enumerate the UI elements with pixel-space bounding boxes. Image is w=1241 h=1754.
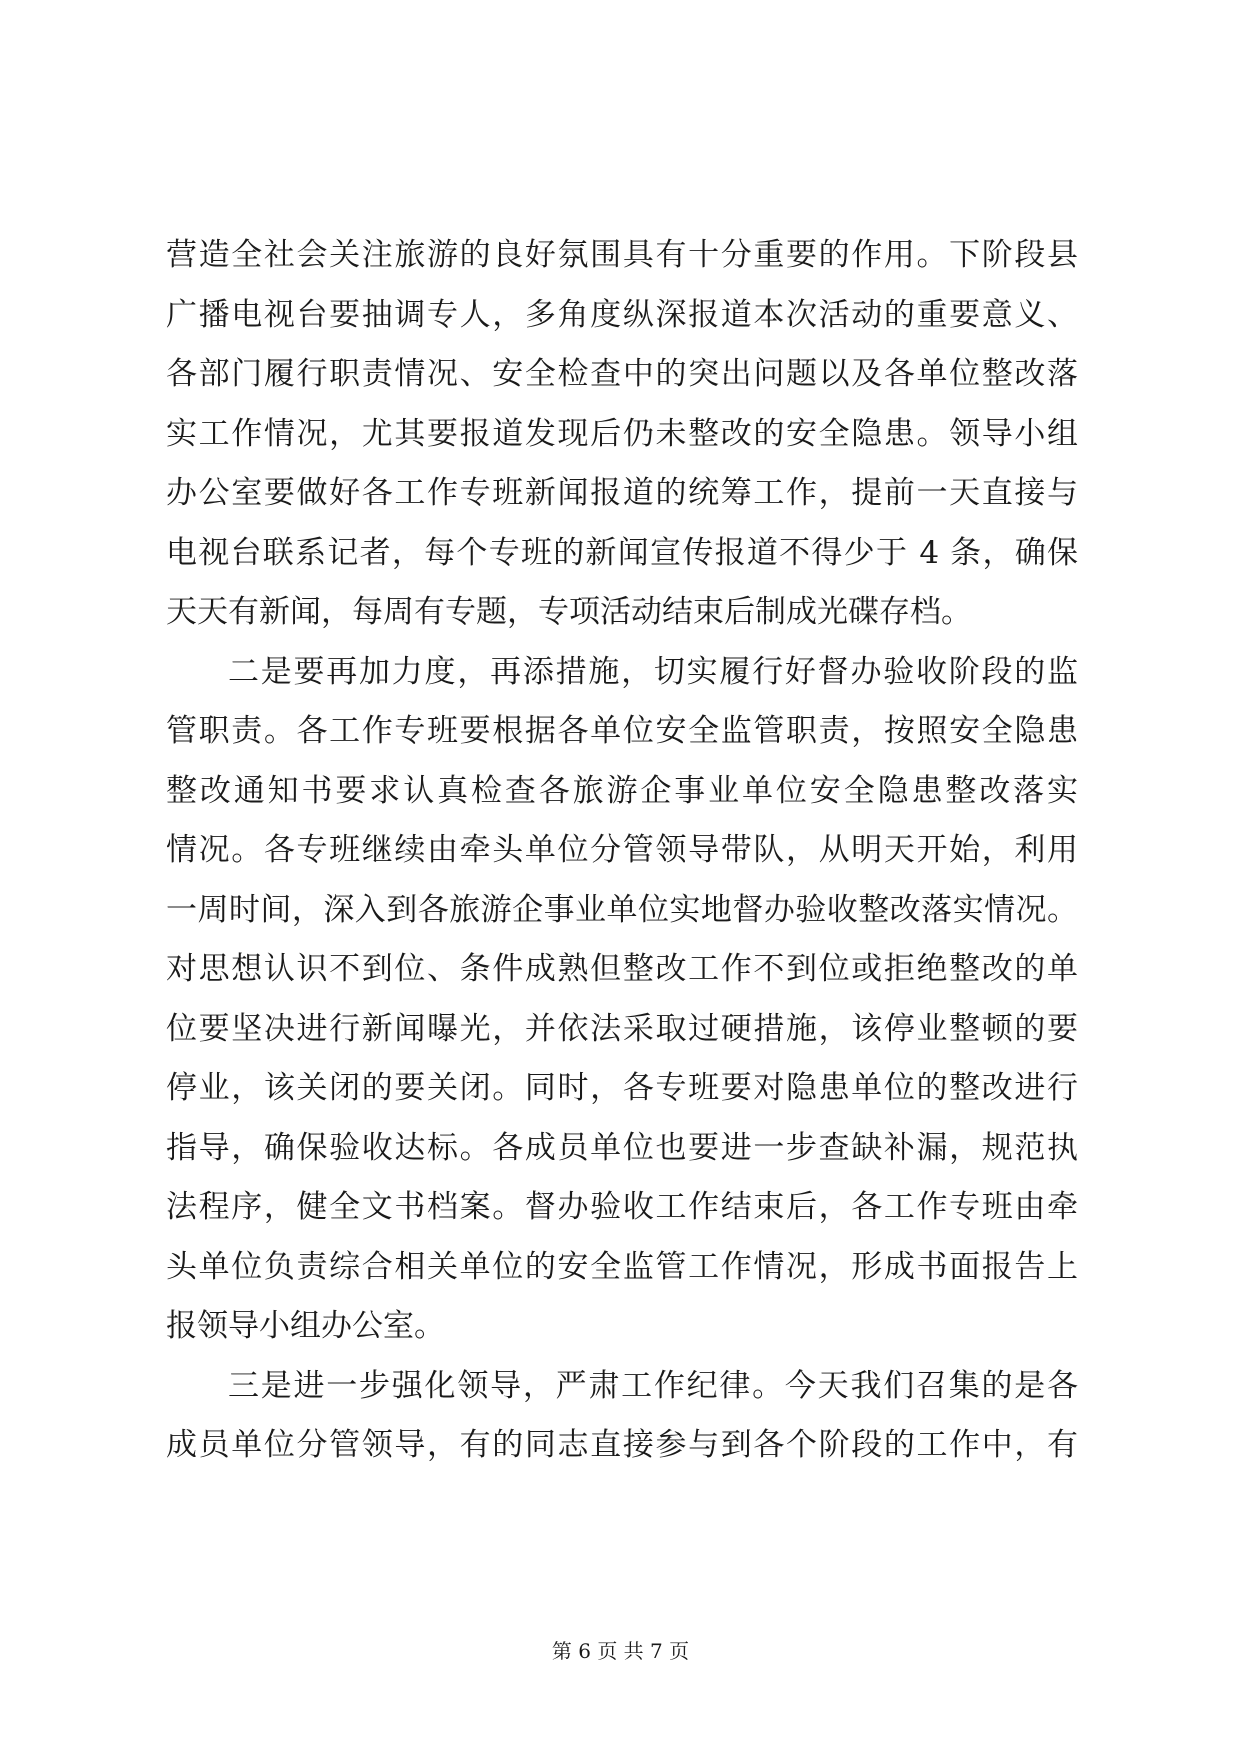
text-line: 三是进一步强化领导，严肃工作纪律。今天我们召集的是各 bbox=[228, 1367, 1078, 1404]
text-line: 天天有新闻，每周有专题，专项活动结束后制成光碟存档。 bbox=[166, 594, 972, 630]
text-line: 位要坚决进行新闻曝光，并依法采取过硬措施，该停业整顿的要 bbox=[166, 1010, 1078, 1047]
text-line: 电视台联系记者，每个专班的新闻宣传报道不得少于 4 条，确保 bbox=[166, 534, 1078, 571]
document-body bbox=[166, 226, 1078, 1476]
text-line: 情况。各专班继续由牵头单位分管领导带队，从明天开始，利用 bbox=[166, 832, 1078, 868]
text-line: 实工作情况，尤其要报道发现后仍未整改的安全隐患。领导小组 bbox=[166, 415, 1078, 452]
text-line: 各部门履行职责情况、安全检查中的突出问题以及各单位整改落 bbox=[166, 356, 1078, 392]
text-line: 广播电视台要抽调专人，多角度纵深报道本次活动的重要意义、 bbox=[166, 296, 1078, 333]
text-line: 整改通知书要求认真检查各旅游企事业单位安全隐患整改落实 bbox=[166, 772, 1078, 809]
page-footer bbox=[0, 1635, 1241, 1664]
text-line: 对思想认识不到位、条件成熟但整改工作不到位或拒绝整改的单 bbox=[166, 951, 1078, 987]
text-line: 二是要再加力度，再添措施，切实履行好督办验收阶段的监 bbox=[228, 653, 1078, 690]
text-line: 一周时间，深入到各旅游企事业单位实地督办验收整改落实情况。 bbox=[166, 891, 1078, 928]
page-number: 第 6 页 共 7 页 bbox=[551, 1639, 690, 1663]
text-line: 管职责。各工作专班要根据各单位安全监管职责，按照安全隐患 bbox=[166, 713, 1078, 749]
text-line: 法程序，健全文书档案。督办验收工作结束后，各工作专班由牵 bbox=[166, 1189, 1078, 1225]
text-line: 营造全社会关注旅游的良好氛围具有十分重要的作用。下阶段县 bbox=[166, 237, 1078, 273]
text-line: 头单位负责综合相关单位的安全监管工作情况，形成书面报告上 bbox=[166, 1248, 1078, 1285]
text-line: 办公室要做好各工作专班新闻报道的统筹工作，提前一天直接与 bbox=[166, 475, 1078, 511]
text-line: 停业，该关闭的要关闭。同时，各专班要对隐患单位的整改进行 bbox=[166, 1070, 1078, 1106]
text-line: 指导，确保验收达标。各成员单位也要进一步查缺补漏，规范执 bbox=[166, 1129, 1078, 1166]
text-line: 报领导小组办公室。 bbox=[166, 1308, 445, 1344]
text-line: 成员单位分管领导，有的同志直接参与到各个阶段的工作中，有 bbox=[166, 1427, 1078, 1463]
